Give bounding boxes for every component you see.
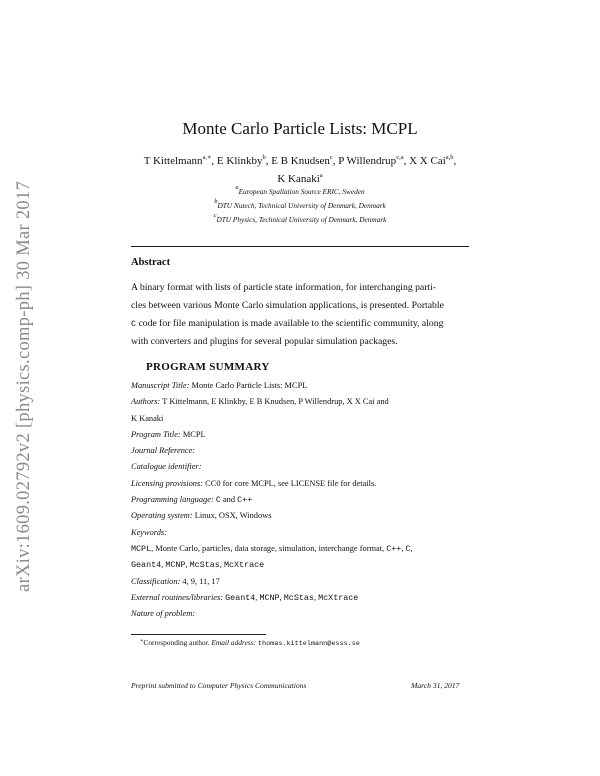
abstract-line: C code for file manipulation is made available to the scientific community, along	[131, 318, 444, 329]
footer-journal: Preprint submitted to Computer Physics Communications	[131, 681, 307, 690]
paper-title: Monte Carlo Particle Lists: MCPL	[182, 119, 418, 138]
author: E Klinkby$^b$,	[216, 154, 272, 167]
author: K Kanaki$^a$	[277, 171, 323, 185]
author: X X Cai$^{a,b}$,	[409, 154, 457, 167]
abstract-top-rule	[131, 246, 469, 247]
abstract-line: A binary format with lists of particle state information, for interchanging parti-	[131, 282, 437, 293]
abstract-text	[131, 279, 469, 351]
summary-licensing: Licensing provisions: CC0 for core MCPL, see LICENSE file for details.	[131, 478, 377, 488]
abstract-line: cles between various Monte Carlo simulation applications, is presented. Portable	[131, 300, 444, 311]
author: E B Knudsen$^c$,	[271, 154, 339, 167]
footnote: ∗Corresponding author. Email address: thomas.kittelmann@esss.se	[140, 638, 360, 648]
abstract-line: with converters and plugins for several popular simulation packages.	[131, 336, 398, 347]
author: P Willendrup$^{c,a}$,	[338, 154, 410, 167]
summary-journal-reference: Journal Reference:	[131, 446, 196, 456]
summary-authors-cont: K Kanaki	[131, 413, 164, 423]
summary-os: Operating system: Linux, OSX, Windows	[131, 511, 272, 521]
summary-keywords-line1: MCPL, Monte Carlo, particles, data storage, simulation, interchange format, C++, C,	[131, 543, 413, 554]
summary-classification: Classification: 4, 9, 11, 17	[131, 576, 220, 586]
summary-catalogue-identifier: Catalogue identifier:	[131, 462, 202, 472]
summary-nature-of-problem: Nature of problem:	[131, 609, 196, 619]
footnote-rule	[131, 634, 266, 635]
abstract-heading: Abstract	[131, 257, 171, 268]
corresponding-email[interactable]: thomas.kittelmann@esss.se	[257, 640, 360, 648]
summary-keywords-line2: Geant4, MCNP, McStas, McXtrace	[131, 560, 265, 571]
summary-manuscript-title: Manuscript Title: Monte Carlo Particle Lists: MCPL	[131, 381, 308, 390]
arxiv-stamp: arXiv:1609.02792v2 [physics.comp-ph] 30 Mar 2017	[14, 180, 34, 592]
summary-authors: Authors: T Kittelmann, E Klinkby, E B Knudsen, P Willendrup, X X Cai and	[131, 397, 389, 407]
author: T Kittelmann$^{a,∗}$,	[143, 154, 217, 167]
program-summary-heading: PROGRAM SUMMARY	[146, 361, 270, 373]
affiliation: $^a$European Spallation Source ERIC, Sweden	[235, 184, 365, 196]
affiliation: $^b$DTU Nutech, Technical University of Denmark, Denmark	[214, 197, 386, 210]
affiliation: $^c$DTU Physics, Technical University of Denmark, Denmark	[213, 211, 387, 224]
program-summary	[131, 378, 469, 622]
summary-program-title: Program Title: MCPL	[131, 429, 206, 439]
summary-language: Programming language: C and C++	[131, 495, 253, 506]
summary-external-routines: External routines/libraries: Geant4, MCNP, McStas, McXtrace	[131, 592, 359, 603]
author-list	[130, 151, 470, 186]
footer-date: March 31, 2017	[411, 681, 460, 690]
affiliations	[130, 183, 470, 224]
summary-keywords-label: Keywords:	[131, 527, 167, 537]
